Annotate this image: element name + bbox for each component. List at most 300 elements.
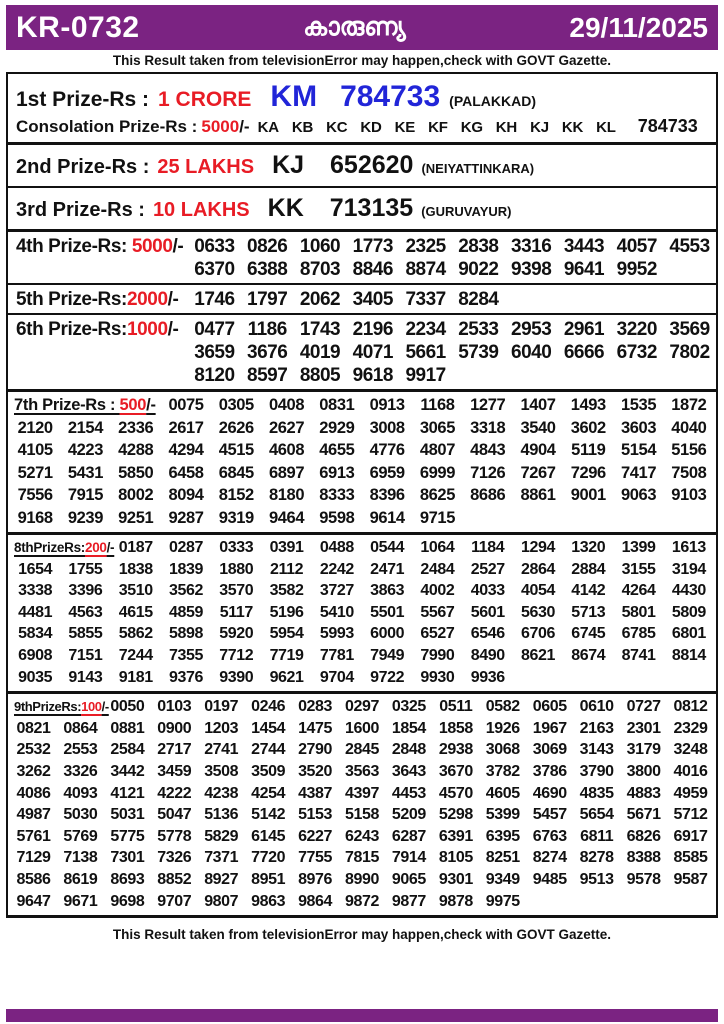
prize-number: 9872 (344, 892, 379, 910)
prize-number: 3155 (621, 560, 656, 578)
prize-number: 2790 (298, 741, 333, 759)
prize-number: 1320 (571, 539, 606, 556)
prize-number: 0305 (218, 396, 254, 414)
prize-number: 5154 (621, 441, 657, 459)
prize-number: 5158 (344, 806, 379, 824)
prize-number: 6826 (626, 827, 661, 845)
prize-number: 9877 (391, 892, 426, 910)
prize-number: 2838 (458, 236, 499, 257)
prize-number: 4238 (204, 784, 239, 802)
prize-number: 4071 (352, 342, 393, 363)
prize-number: 1493 (570, 396, 606, 414)
prize-number: 2471 (370, 560, 405, 578)
fourth-prize-label: 4th Prize-Rs: 5000/- (16, 236, 184, 257)
consolation-series-list (258, 119, 616, 136)
prize-number: 2242 (319, 560, 354, 578)
prize-number: 5410 (319, 603, 354, 621)
seventh-prize-label: 7th Prize-Rs : 500/- (14, 395, 156, 414)
prize-number: 9878 (438, 892, 473, 910)
prize-number: 1872 (671, 396, 707, 414)
prize-number: 4883 (626, 784, 661, 802)
prize-number: 5809 (671, 603, 706, 621)
prize-number: 8597 (247, 365, 288, 386)
fifth-prize-numbers (188, 288, 716, 311)
prize-number: 4002 (420, 582, 455, 600)
prize-number: 3563 (344, 762, 379, 780)
third-prize-label: 3rd Prize-Rs : (16, 199, 145, 221)
prize-number: 5920 (219, 625, 254, 643)
prize-number: 7129 (16, 849, 51, 867)
prize-number: KD (360, 119, 382, 136)
prize-number: 9485 (532, 870, 567, 888)
third-prize-row (14, 190, 710, 227)
third-prize-amount: 10 LAKHS (152, 199, 250, 221)
prize-number: 6458 (168, 463, 204, 482)
prize-number: 3786 (532, 762, 567, 780)
prize-number: 2163 (579, 719, 614, 737)
eighth-prize-label: 8thPrizeRs:200/- (14, 540, 115, 556)
prize-number: 2626 (218, 418, 254, 437)
prize-number: 6745 (571, 625, 606, 643)
prize-number: 2234 (405, 319, 446, 340)
prize-number: 3220 (616, 319, 657, 340)
prize-number: 1797 (247, 289, 288, 310)
prize-number: 8951 (251, 870, 286, 888)
prize-number: 7355 (168, 646, 203, 664)
prize-number: 5117 (219, 603, 253, 621)
prize-number: 7556 (17, 486, 53, 504)
prize-number: 1854 (391, 719, 426, 737)
prize-number: 9181 (118, 668, 153, 686)
prize-number: 1184 (471, 539, 505, 556)
prize-number: 2301 (626, 719, 661, 737)
first-prize-venue: (PALAKKAD) (449, 93, 537, 109)
prize-number: 9587 (673, 870, 708, 888)
prize-number: 2062 (299, 289, 341, 310)
prize-number: 5136 (204, 806, 239, 824)
prize-number: 8927 (204, 870, 239, 888)
prize-number: 5761 (16, 827, 51, 845)
prize-number: 9287 (168, 508, 204, 527)
prize-number: 4142 (571, 582, 606, 600)
prize-number: 1064 (420, 539, 455, 556)
prize-number: 9390 (219, 668, 254, 686)
prize-number: 5271 (17, 463, 53, 482)
prize-number: 8861 (520, 486, 556, 504)
prize-number: 7417 (621, 463, 657, 482)
prize-number: 3508 (204, 762, 239, 780)
prize-number: 5298 (438, 806, 473, 824)
prize-number: 3405 (352, 289, 393, 310)
prize-number: 0103 (157, 698, 192, 716)
prize-number: 6845 (218, 463, 254, 482)
prize-number: 6388 (247, 259, 288, 280)
prize-number: 5119 (571, 441, 606, 459)
prize-number: 4453 (391, 784, 426, 802)
prize-number: 1294 (520, 539, 555, 556)
first-prize-row (14, 74, 710, 115)
prize-number: 6732 (616, 342, 657, 363)
prize-number: 6897 (269, 463, 305, 482)
prize-number: KJ (530, 119, 549, 136)
prize-number: 8693 (110, 870, 145, 888)
prize-number: 2717 (157, 741, 192, 759)
prize-number: 3069 (532, 741, 567, 759)
prize-number: 4264 (621, 582, 656, 600)
prize-number: 1454 (251, 719, 286, 737)
prize-number: 3443 (563, 236, 605, 257)
prize-number: 5431 (67, 463, 103, 482)
prize-number: 9398 (511, 259, 552, 280)
prize-number: 8333 (319, 486, 355, 504)
prize-number: 5739 (458, 342, 499, 363)
prize-number: 4987 (16, 806, 51, 824)
first-prize-number: 784733 (340, 80, 441, 113)
prize-number: 4776 (369, 441, 405, 459)
prize-number: 9143 (68, 668, 103, 686)
prize-number: 7755 (298, 849, 333, 867)
prize-number: 7802 (669, 342, 710, 363)
prize-number: 3008 (369, 418, 405, 437)
prize-number: 4254 (251, 784, 286, 802)
prize-number: 4430 (671, 582, 706, 600)
section-third-prize (8, 188, 716, 232)
prize-number: 8990 (344, 870, 379, 888)
prize-number: KC (326, 119, 348, 136)
prize-number: 8976 (298, 870, 333, 888)
prize-number: 1613 (671, 539, 706, 556)
prize-number: 2929 (319, 418, 355, 437)
prize-number: 7712 (219, 646, 254, 664)
prize-number: 9715 (419, 508, 455, 527)
prize-number: 9952 (616, 259, 657, 280)
prize-number: 4223 (67, 441, 103, 459)
prize-number: 3065 (419, 418, 455, 437)
prize-number: 7508 (671, 463, 707, 482)
prize-number: 9001 (570, 486, 606, 504)
prize-number: 2938 (438, 741, 473, 759)
prize-number: 4481 (18, 603, 53, 621)
prize-number: 0477 (194, 319, 235, 340)
prize-number: 7719 (269, 646, 304, 664)
prize-number: 1407 (520, 396, 556, 414)
prize-number: 8585 (673, 849, 708, 867)
prize-number: 1186 (247, 319, 287, 340)
prize-number: 0633 (194, 236, 235, 257)
prize-number: 1060 (299, 236, 341, 257)
prize-number: 1203 (204, 719, 239, 737)
prize-number: 2196 (352, 319, 393, 340)
prize-number: 8674 (571, 646, 606, 664)
prize-number: 2532 (16, 741, 51, 759)
section-fifth-prize (8, 285, 716, 315)
prize-number: 6959 (369, 463, 405, 482)
prize-number: 4288 (118, 441, 154, 459)
ninth-prize-label: 9thPrizeRs:100/- (14, 699, 109, 715)
prize-number: 9722 (370, 668, 405, 686)
prize-number: 0488 (319, 539, 354, 556)
prize-number: 6395 (485, 827, 520, 845)
prize-number: 8805 (299, 365, 341, 386)
prize-number: 3459 (157, 762, 192, 780)
first-prize-series: KM (270, 80, 318, 113)
prize-number: 1600 (344, 719, 379, 737)
prize-number: 0605 (532, 698, 567, 716)
prize-number: 7371 (204, 849, 239, 867)
prize-number: 3659 (194, 342, 235, 363)
section-fourth-prize (8, 232, 716, 285)
section-sixth-prize (8, 315, 716, 392)
prize-number: 4016 (673, 762, 708, 780)
prize-number: 9239 (67, 508, 103, 527)
prize-number: 0333 (219, 539, 254, 556)
prize-number: 2336 (118, 418, 154, 437)
first-prize-label: 1st Prize-Rs : (16, 88, 150, 111)
prize-number: 6527 (420, 625, 455, 643)
prize-number: 9614 (369, 508, 405, 527)
prize-number: 8846 (352, 259, 393, 280)
prize-number: 2112 (270, 560, 304, 578)
prize-number: 9863 (251, 892, 286, 910)
prize-number: 4570 (438, 784, 473, 802)
prize-number: 5399 (485, 806, 520, 824)
prize-number: 9807 (204, 892, 239, 910)
prize-number: 1755 (68, 560, 103, 578)
prize-number: 8874 (405, 259, 446, 280)
prize-number: 7781 (319, 646, 354, 664)
prize-number: 9063 (621, 486, 657, 504)
prize-number: 5142 (251, 806, 286, 824)
prize-number: 9641 (563, 259, 605, 280)
top-disclaimer: This Result taken from televisionError may happen,check with GOVT Gazette. (6, 50, 718, 74)
prize-number: 8814 (671, 646, 706, 664)
prize-number: 8002 (118, 486, 154, 504)
prize-number: 6785 (621, 625, 656, 643)
prize-number: 9251 (118, 508, 154, 527)
prize-number: 9647 (16, 892, 51, 910)
prize-number: 9464 (269, 508, 305, 527)
prize-number: 2741 (204, 741, 239, 759)
prize-number: 8278 (579, 849, 614, 867)
prize-number: 6763 (532, 827, 567, 845)
prize-number: 2584 (110, 741, 145, 759)
consolation-number: 784733 (637, 116, 698, 136)
prize-number: 6391 (438, 827, 473, 845)
prize-number: 5630 (520, 603, 555, 621)
prize-number: 4959 (673, 784, 708, 802)
bottom-disclaimer: This Result taken from televisionError may happen,check with GOVT Gazette. (112, 927, 612, 943)
prize-number: 9917 (405, 365, 446, 386)
prize-number: 4121 (110, 784, 145, 802)
prize-number: 5196 (269, 603, 304, 621)
prize-number: 4904 (520, 441, 556, 459)
prize-number: 1926 (485, 719, 520, 737)
prize-number: 5654 (579, 806, 614, 824)
prize-number: 6287 (391, 827, 426, 845)
prize-number: 9621 (269, 668, 304, 686)
prize-number: 8686 (470, 486, 506, 504)
consolation-suffix: /- (239, 117, 250, 136)
prize-number: 0391 (269, 539, 304, 556)
prize-number: 3338 (18, 582, 53, 600)
prize-number: 1475 (298, 719, 333, 737)
prize-number: 3676 (247, 342, 288, 363)
prize-number: 2553 (63, 741, 98, 759)
prize-number: 0913 (369, 396, 405, 414)
prize-number: 0826 (247, 236, 288, 257)
section-ninth-prize (8, 694, 716, 915)
prize-number: 6040 (511, 342, 552, 363)
prize-number: 8621 (520, 646, 555, 664)
prize-number: 6227 (298, 827, 333, 845)
prize-number: KG (460, 119, 483, 136)
prize-number: 4690 (532, 784, 567, 802)
consolation-row (14, 115, 710, 142)
prize-number: 5954 (269, 625, 304, 643)
prize-number: 6243 (344, 827, 379, 845)
prize-number: 5834 (18, 625, 53, 643)
prize-number: 2325 (405, 236, 446, 257)
prize-number: 7326 (157, 849, 192, 867)
prize-number: 0287 (168, 539, 203, 556)
prize-number: 8094 (168, 486, 204, 504)
prize-number: 7267 (520, 463, 556, 482)
prize-number: 0821 (16, 719, 51, 737)
prize-number: 3603 (621, 418, 657, 437)
prize-number: 2329 (673, 719, 708, 737)
prize-number: 1654 (18, 560, 53, 578)
prize-number: 4222 (157, 784, 192, 802)
prize-number: 1399 (621, 539, 656, 556)
prize-number: 0864 (63, 719, 98, 737)
prize-number: 5661 (405, 342, 446, 363)
prize-number: 4057 (616, 236, 657, 257)
prize-number: 0297 (344, 698, 379, 716)
prize-number: 9168 (17, 508, 53, 527)
prize-number: KB (291, 119, 314, 136)
prize-number: 5855 (68, 625, 103, 643)
second-prize-label: 2nd Prize-Rs : (16, 156, 150, 178)
prize-number: 5601 (470, 603, 505, 621)
consolation-amount: 5000 (201, 117, 240, 136)
prize-number: 9578 (626, 870, 661, 888)
prize-number: 3562 (168, 582, 203, 600)
prize-number: 9349 (485, 870, 520, 888)
prize-number: 4019 (299, 342, 341, 363)
prize-number: 3782 (485, 762, 520, 780)
prize-number: 7915 (67, 486, 103, 504)
prize-number: 4605 (485, 784, 520, 802)
prize-number: 0246 (251, 698, 286, 716)
prize-number: 5712 (673, 806, 708, 824)
prize-number: 5713 (571, 603, 606, 621)
section-first-and-consolation (8, 74, 716, 145)
prize-number: 0812 (673, 698, 708, 716)
prize-number: 3316 (511, 236, 552, 257)
prize-number: 2953 (511, 319, 552, 340)
prize-number: 6999 (419, 463, 455, 482)
section-seventh-prize (8, 392, 716, 535)
prize-number: 0831 (319, 396, 355, 414)
prize-number: 3569 (669, 319, 710, 340)
prize-number: 8120 (194, 365, 235, 386)
prize-number: 4054 (520, 582, 555, 600)
prize-number: 5769 (63, 827, 98, 845)
prize-number: 6000 (370, 625, 405, 643)
results-table (6, 74, 718, 918)
sixth-prize-numbers (188, 318, 716, 387)
prize-number: 0900 (157, 719, 192, 737)
prize-number: 8703 (299, 259, 341, 280)
prize-number: 9022 (458, 259, 499, 280)
prize-number: 0075 (168, 396, 204, 414)
draw-date: 29/11/2025 (569, 11, 708, 43)
prize-number: 5993 (319, 625, 354, 643)
prize-number: 9975 (485, 892, 520, 910)
prize-number: 3540 (520, 418, 556, 437)
header-bar (6, 5, 718, 50)
prize-number: 2864 (520, 560, 555, 578)
prize-number: 5898 (168, 625, 203, 643)
prize-number: 1168 (420, 396, 455, 414)
prize-number: 9930 (420, 668, 455, 686)
fifth-prize-label: 5th Prize-Rs:2000/- (16, 289, 179, 310)
prize-number: 3582 (269, 582, 304, 600)
prize-number: 9936 (470, 668, 505, 686)
prize-number: 3727 (319, 582, 354, 600)
prize-number: 3318 (470, 418, 506, 437)
prize-number: 1880 (219, 560, 254, 578)
prize-number: 8152 (218, 486, 254, 504)
prize-number: 3068 (485, 741, 520, 759)
prize-number: 4563 (68, 603, 103, 621)
prize-number: 4608 (269, 441, 305, 459)
prize-number: 0408 (269, 396, 305, 414)
prize-number: 6370 (194, 259, 235, 280)
prize-number: KK (561, 119, 584, 136)
prize-number: 9035 (18, 668, 53, 686)
prize-number: 8741 (621, 646, 656, 664)
prize-number: 4843 (470, 441, 506, 459)
prize-number: 5671 (626, 806, 661, 824)
prize-number: 9618 (352, 365, 393, 386)
first-prize-amount: 1 CRORE (158, 88, 252, 111)
prize-number: 9864 (298, 892, 333, 910)
prize-number: 7244 (118, 646, 153, 664)
prize-number: 4387 (298, 784, 333, 802)
prize-number: 4655 (319, 441, 355, 459)
second-prize-series: KJ (272, 151, 305, 179)
prize-number: 9598 (319, 508, 355, 527)
prize-number: 0197 (204, 698, 239, 716)
prize-number: 1967 (532, 719, 567, 737)
prize-number: 2884 (571, 560, 606, 578)
prize-number: 0544 (370, 539, 405, 556)
prize-number: 6666 (563, 342, 605, 363)
prize-number: 4515 (218, 441, 254, 459)
prize-number: 0283 (298, 698, 333, 716)
second-prize-amount: 25 LAKHS (157, 156, 255, 178)
prize-number: KH (495, 119, 518, 136)
prize-number: 6145 (251, 827, 286, 845)
prize-number: 0582 (485, 698, 520, 716)
prize-number: 0050 (110, 698, 145, 716)
prize-number: 8274 (532, 849, 567, 867)
prize-number: 0610 (579, 698, 614, 716)
prize-number: 5031 (110, 806, 145, 824)
prize-number: 6801 (671, 625, 706, 643)
prize-number: 3262 (16, 762, 51, 780)
